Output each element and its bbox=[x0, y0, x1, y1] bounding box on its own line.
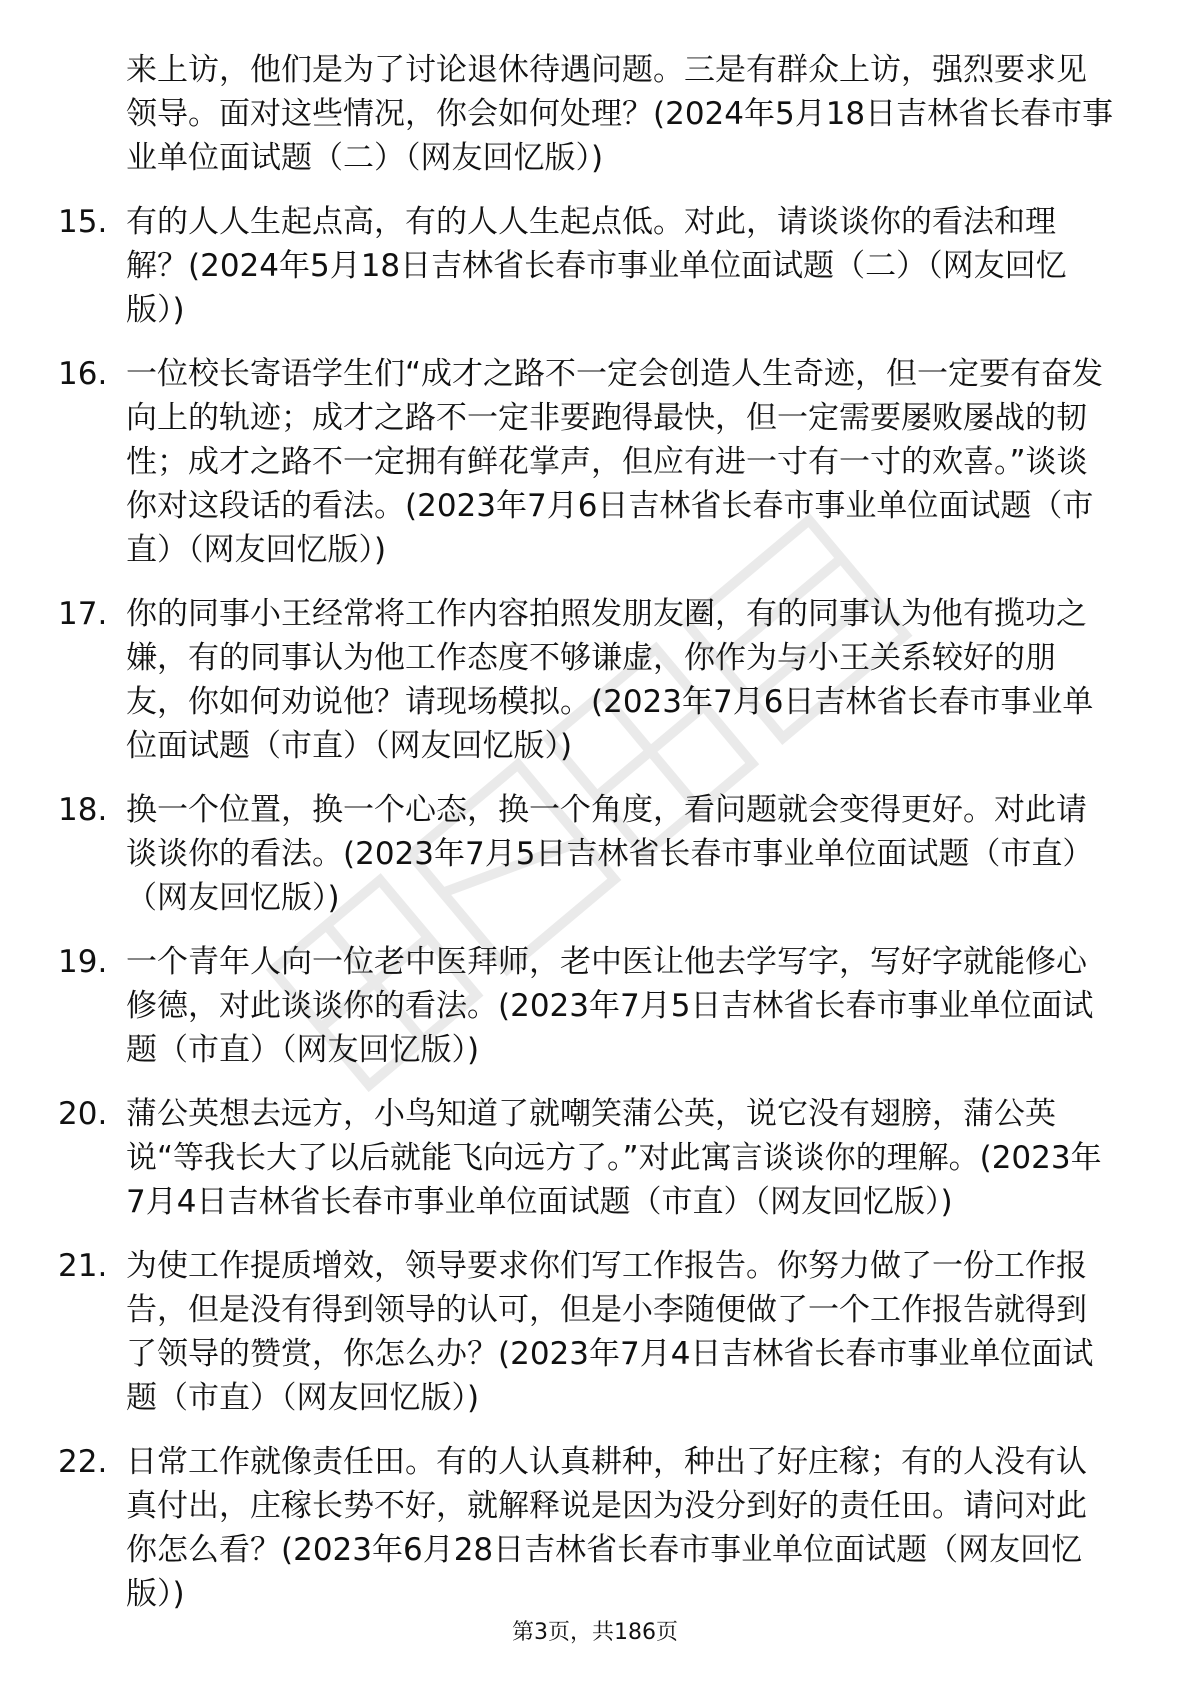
question-number: 21. bbox=[58, 1248, 108, 1284]
question-item-16 bbox=[58, 352, 1118, 572]
question-item-20 bbox=[58, 1092, 1118, 1224]
question-item-22 bbox=[58, 1440, 1118, 1616]
question-text: 为使工作提质增效，领导要求你们写工作报告。你努力做了一份工作报告，但是没有得到领导的认可，但是小李随便做了一个工作报告就得到了领导的赞赏，你怎么办？(2023年7月4日吉林省长春市事业单位面试题（市直）（网友回忆版）) bbox=[126, 1248, 1094, 1416]
question-item-21 bbox=[58, 1244, 1118, 1420]
page-footer: 第3页，共186页 bbox=[512, 1620, 678, 1645]
question-text: 一个青年人向一位老中医拜师，老中医让他去学写字，写好字就能修心修德，对此谈谈你的看法。(2023年7月5日吉林省长春市事业单位面试题（市直）（网友回忆版）) bbox=[126, 944, 1094, 1068]
question-item-17 bbox=[58, 592, 1118, 768]
question-text: 换一个位置，换一个心态，换一个角度，看问题就会变得更好。对此请谈谈你的看法。(2023年7月5日吉林省长春市事业单位面试题（市直）（网友回忆版）) bbox=[126, 792, 1094, 916]
question-text: 一位校长寄语学生们“成才之路不一定会创造人生奇迹，但一定要有奋发向上的轨迹；成才之路不一定非要跑得最快，但一定需要屡败屡战的韧性；成才之路不一定拥有鲜花掌声，但应有进一寸有一寸的欢喜。”谈谈你对这段话的看法。(2023年7月6日吉林省长春市事业单位面试题（市直）（网友回忆版）) bbox=[126, 356, 1104, 568]
question-item-15 bbox=[58, 200, 1118, 332]
question-number: 15. bbox=[58, 204, 108, 240]
question-item-18 bbox=[58, 788, 1118, 920]
question-text: 你的同事小王经常将工作内容拍照发朋友圈，有的同事认为他有揽功之嫌，有的同事认为他工作态度不够谦虚，你作为与小王关系较好的朋友，你如何劝说他？请现场模拟。(2023年7月6日吉林省长春市事业单位面试题（市直）（网友回忆版）) bbox=[126, 596, 1094, 764]
question-number: 22. bbox=[58, 1444, 108, 1480]
question-text: 蒲公英想去远方，小鸟知道了就嘲笑蒲公英，说它没有翅膀，蒲公英说“等我长大了以后就能飞向远方了。”对此寓言谈谈你的理解。(2023年7月4日吉林省长春市事业单位面试题（市直）（网友回忆版）) bbox=[126, 1096, 1102, 1220]
question-number: 17. bbox=[58, 596, 108, 632]
question-list bbox=[58, 48, 1118, 1636]
continued-question-text: 来上访，他们是为了讨论退休待遇问题。三是有群众上访，强烈要求见领导。面对这些情况，你会如何处理？(2024年5月18日吉林省长春市事业单位面试题（二）（网友回忆版）) bbox=[126, 52, 1114, 176]
question-text: 有的人人生起点高，有的人人生起点低。对此，请谈谈你的看法和理解？(2024年5月18日吉林省长春市事业单位面试题（二）（网友回忆版）) bbox=[126, 204, 1067, 328]
question-item-19 bbox=[58, 940, 1118, 1072]
question-text: 日常工作就像责任田。有的人认真耕种，种出了好庄稼；有的人没有认真付出，庄稼长势不好，就解释说是因为没分到好的责任田。请问对此你怎么看？(2023年6月28日吉林省长春市事业单位面试题（网友回忆版）) bbox=[126, 1444, 1087, 1612]
question-number: 18. bbox=[58, 792, 108, 828]
question-number: 20. bbox=[58, 1096, 108, 1132]
question-number: 16. bbox=[58, 356, 108, 392]
question-number: 19. bbox=[58, 944, 108, 980]
